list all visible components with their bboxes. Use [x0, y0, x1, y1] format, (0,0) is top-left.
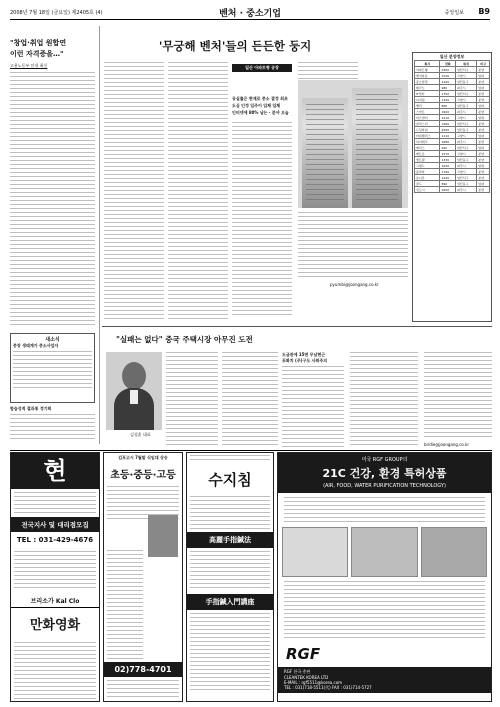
ad-academy-slogan: 전국지사 및 대리점모집: [11, 517, 99, 532]
second-article-email: birdie@joongang.co.kr: [424, 442, 470, 447]
table-cell: 분양: [477, 91, 490, 97]
table-cell: 파주시: [455, 187, 476, 193]
second-headline: "실패는 없다" 중국 주택시장 아무진 도전: [116, 335, 253, 344]
table-cell: 분양: [477, 97, 490, 103]
header-rule: [10, 19, 490, 20]
info-table-box: [412, 52, 492, 322]
ad-academy-text3: [14, 642, 96, 702]
table-cell: 아파트형: [415, 67, 440, 73]
ad-rgf-contact-box: [278, 667, 491, 693]
table-cell: 플라자: [415, 169, 440, 175]
table-cell: 일산서구: [455, 121, 476, 127]
table-cell: 고양시: [455, 73, 476, 79]
table-cell: 980: [440, 85, 455, 91]
left-box-2-body: [10, 414, 95, 442]
table-cell: 1210: [440, 115, 455, 121]
ad-rgf-header: [278, 453, 491, 493]
ad-rgf-product-2: [351, 527, 417, 577]
main-body-col-3: [232, 122, 292, 317]
ad-rgf[interactable]: [277, 452, 492, 702]
ad-academy-text: [14, 492, 96, 514]
page-number: B9: [478, 7, 490, 16]
ad-rgf-product-1: [282, 527, 348, 577]
ad-rgf-brand: RGF: [286, 645, 321, 663]
table-cell: 고양시: [455, 151, 476, 157]
table-cell: 2050: [440, 127, 455, 133]
table-cell: 벤처타운: [415, 73, 440, 79]
table-cell: 파주시: [455, 139, 476, 145]
left-article-title-1: "창업·취업 원합연: [10, 39, 67, 47]
second-body-col-1: [166, 352, 218, 447]
ad-rgf-products: [282, 527, 487, 577]
table-cell: 임대: [477, 73, 490, 79]
table-cell: 파주시: [455, 85, 476, 91]
second-body-col-3: [282, 366, 344, 447]
second-body-col-4: [350, 352, 418, 447]
ad-academy-brand: 브리소가 Kal Clo: [30, 598, 80, 605]
info-table-row: [415, 187, 490, 193]
second-body-col-5: [424, 352, 492, 440]
ad-academy-bottom: 만화영화: [11, 607, 99, 639]
table-cell: 1650: [440, 187, 455, 193]
table-cell: 신도시: [415, 187, 440, 193]
main-article-email: pyumbi@joongang.co.kr: [330, 282, 379, 287]
ad-school-top: 김포고시 7월말 식임대 상승: [118, 455, 168, 460]
col-header: 비고: [477, 61, 490, 67]
info-table-title: 일산 분양정보: [439, 54, 465, 59]
ad-school-text2: [107, 550, 143, 660]
newspaper-name: 중앙일보: [444, 10, 464, 16]
left-article-title-2: 이런 자격증을…": [10, 50, 64, 58]
table-cell: 분양: [477, 79, 490, 85]
table-cell: 임대: [477, 103, 490, 109]
table-cell: 골드: [415, 181, 440, 187]
table-cell: 분양: [477, 127, 490, 133]
left-box-1-title: 새소식: [45, 337, 60, 343]
ad-rgf-top: 미국 RGF GROUP의: [361, 457, 408, 463]
table-cell: 메트로: [415, 151, 440, 157]
table-cell: 타워팰리스: [415, 133, 440, 139]
ad-school-title: 초등·중등·고등: [110, 470, 176, 481]
table-cell: 비즈센터: [415, 115, 440, 121]
ad-school[interactable]: [103, 452, 183, 702]
ad-acupuncture[interactable]: [186, 452, 274, 702]
table-cell: 임대: [477, 133, 490, 139]
section-rule: [102, 326, 492, 327]
main-headline: '무궁해 벤처'들의 든든한 둥지: [158, 39, 312, 53]
table-cell: 고양시: [455, 115, 476, 121]
ad-acu-title: 수지침: [208, 471, 252, 489]
table-cell: 분양: [477, 67, 490, 73]
table-cell: 1330: [440, 157, 455, 163]
page-header: [10, 6, 490, 18]
ad-academy-phone: TEL : 031-429-4676: [16, 536, 94, 544]
table-cell: 1460: [440, 121, 455, 127]
col-header: 회사: [415, 61, 440, 67]
table-cell: 1540: [440, 73, 455, 79]
ad-academy-text2: [14, 551, 96, 591]
col-header: 위치: [455, 61, 476, 67]
second-body-col-2: [222, 352, 278, 447]
table-cell: 일산동구: [455, 157, 476, 163]
table-cell: IT센터: [415, 91, 440, 97]
table-cell: 1790: [440, 169, 455, 175]
portrait-caption: 김성훈 대표: [130, 432, 151, 437]
table-cell: 일산동구: [455, 103, 476, 109]
table-cell: 일산서구: [455, 175, 476, 181]
table-cell: 임대: [477, 115, 490, 121]
ad-acu-text1: [190, 496, 270, 530]
left-column: [10, 24, 95, 444]
main-caption-box: 일산 아파트형 공장: [232, 64, 292, 72]
table-cell: 분양: [477, 151, 490, 157]
ad-acu-mid2: 手指鍼入門講座: [187, 594, 273, 610]
ad-rgf-contact: RGF 한국 총판: [284, 669, 311, 674]
table-cell: 분양: [477, 187, 490, 193]
table-cell: 밸리: [415, 103, 440, 109]
table-cell: 드림타워: [415, 127, 440, 133]
table-cell: 임대: [477, 163, 490, 169]
ad-rgf-product-3: [421, 527, 487, 577]
table-cell: 2300: [440, 67, 455, 73]
table-cell: 그랜드: [415, 163, 440, 169]
table-cell: 860: [440, 103, 455, 109]
ad-rgf-sub: (AIR, FOOD, WATER PURIFICATION TECHNOLOGY): [323, 483, 446, 489]
ad-school-photo: [148, 515, 178, 557]
table-cell: 일산서구: [455, 145, 476, 151]
table-cell: 하이테크: [415, 139, 440, 145]
table-cell: 1240: [440, 175, 455, 181]
apartment-photo: [298, 80, 408, 208]
portrait-photo: [106, 352, 162, 430]
ad-rgf-intro: [284, 497, 485, 523]
ad-rgf-company: CLEANTEK KOREA LTD: [284, 675, 329, 680]
main-subhead-3: 인터넷에 80% 납는 · 분야 오늘: [232, 110, 289, 115]
table-cell: 분양: [477, 109, 490, 115]
left-article-byline: 고용노동부 안내 최신: [10, 63, 48, 68]
table-cell: 1900: [440, 109, 455, 115]
col-header: 전화: [440, 61, 455, 67]
table-cell: 1320: [440, 97, 455, 103]
left-box-1-sub: 중장 생태계가 중소사업자: [13, 343, 59, 348]
table-cell: 파주시: [455, 163, 476, 169]
ad-school-phone: 02)778-4701: [104, 662, 182, 677]
info-table: [414, 60, 490, 193]
table-cell: 임대: [477, 85, 490, 91]
table-cell: 분양: [477, 139, 490, 145]
main-body-col-2: [168, 62, 228, 320]
ad-acu-text0: [190, 455, 270, 463]
ad-rgf-email: E-MAIL : rgf5511@korea.com: [284, 680, 343, 685]
table-cell: 1750: [440, 91, 455, 97]
table-cell: 임대: [477, 181, 490, 187]
ad-academy[interactable]: [10, 452, 100, 702]
table-cell: 940: [440, 145, 455, 151]
table-cell: 분양: [477, 121, 490, 127]
table-cell: 1020: [440, 163, 455, 169]
second-subhead-2: 포화치 (주)구도 사회주의: [282, 358, 328, 363]
ad-academy-top: 현: [11, 453, 99, 489]
table-cell: 유니온: [415, 175, 440, 181]
ad-acu-text3: [190, 613, 270, 693]
main-body-col-5: [298, 212, 408, 278]
table-cell: 일산동구: [455, 79, 476, 85]
issue-date: 2008년 7월 18일 (금요일) 제2405호 (4): [10, 10, 103, 16]
table-cell: 1680: [440, 139, 455, 145]
table-cell: 1570: [440, 151, 455, 157]
table-cell: 고양시: [455, 97, 476, 103]
second-subhead-1: 도금관에 15면 무남현근: [282, 352, 326, 357]
table-cell: 스마트: [415, 109, 440, 115]
left-box-2: [10, 406, 95, 442]
main-subhead-1: 공실률은 현재로 중소 결정 최초: [232, 96, 288, 101]
main-subhead-2: 도심 인정 입주어 입체 입체: [232, 103, 281, 108]
table-cell: 분양: [477, 175, 490, 181]
main-body-col-1: [104, 62, 164, 320]
table-cell: 클러스터: [415, 121, 440, 127]
table-cell: 센트럴: [415, 157, 440, 163]
table-cell: 분양: [477, 157, 490, 163]
table-cell: 고양시: [455, 169, 476, 175]
ad-rgf-title: 21C 건강, 환경 특허상품: [322, 467, 447, 480]
table-cell: 임대: [477, 145, 490, 151]
table-cell: 파주시: [455, 109, 476, 115]
table-cell: 890: [440, 181, 455, 187]
ad-rgf-body: [284, 581, 485, 641]
table-cell: 일산동구: [455, 181, 476, 187]
table-cell: 일산서구: [455, 91, 476, 97]
ads-rule: [10, 450, 492, 451]
ad-acu-text2: [190, 551, 270, 591]
table-cell: 에이스: [415, 145, 440, 151]
left-box-1: [10, 333, 95, 403]
table-cell: 중소빌딩: [415, 79, 440, 85]
left-column-rule: [99, 26, 100, 444]
left-box-1-body: [13, 351, 92, 391]
left-box-2-title: 합습성적 결과통 정기회: [10, 406, 52, 411]
ad-acu-mid: 高麗手指鍼法: [187, 532, 273, 548]
table-cell: 2100: [440, 79, 455, 85]
table-cell: 일산서구: [455, 67, 476, 73]
section-title: 벤처 · 중소기업: [219, 9, 281, 19]
table-cell: 일산동구: [455, 127, 476, 133]
ad-rgf-tel: TEL : 031)718-5511(代) FAX : 031)714-5727: [284, 685, 372, 690]
table-cell: 분양: [477, 169, 490, 175]
table-cell: 1110: [440, 133, 455, 139]
table-cell: 디지털: [415, 97, 440, 103]
table-cell: 테크노: [415, 85, 440, 91]
table-cell: 고양시: [455, 133, 476, 139]
left-article-body: [10, 72, 95, 327]
ad-school-text3: [107, 680, 179, 700]
